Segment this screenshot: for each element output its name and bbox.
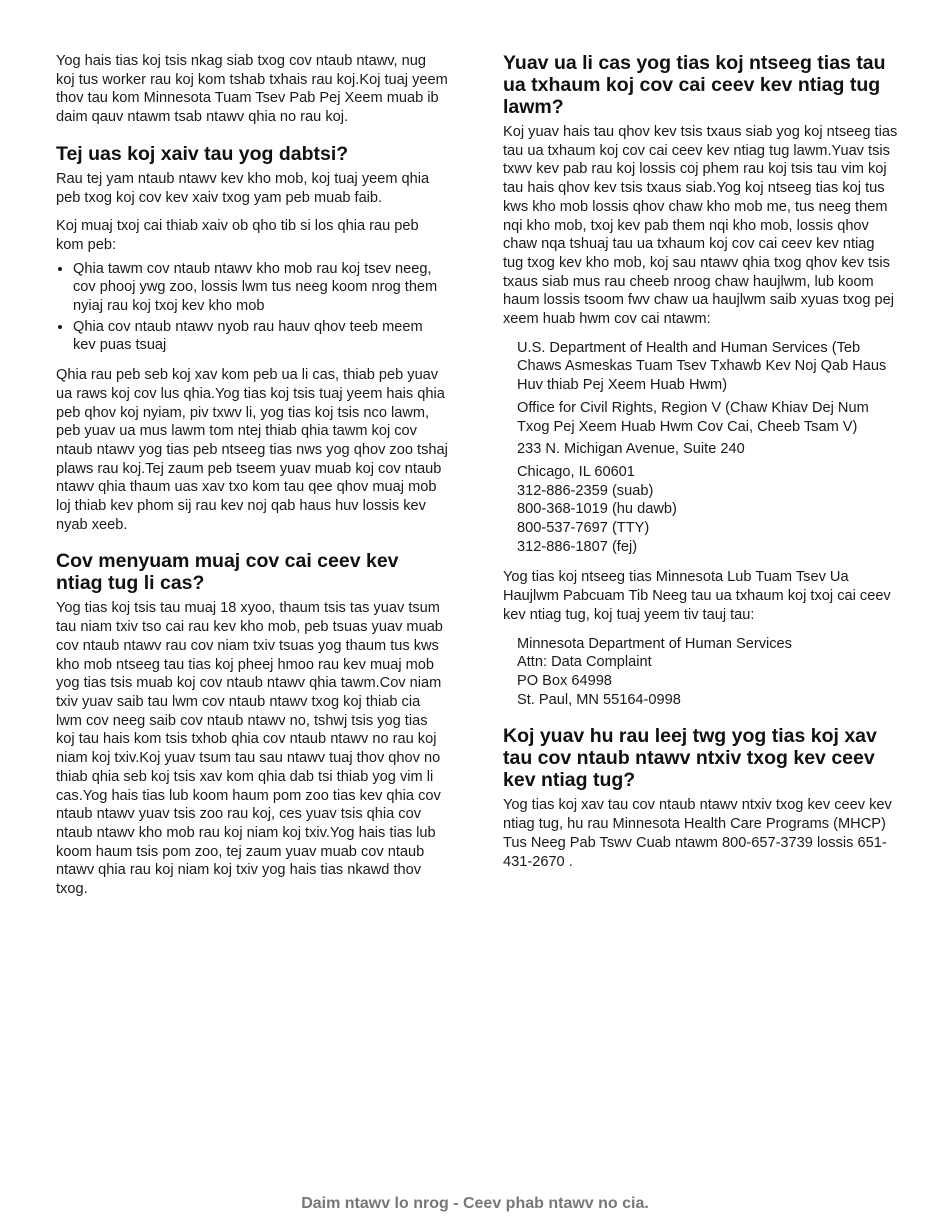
dhs-pobox: PO Box 64998 <box>517 672 612 689</box>
children-rights-heading: Cov menyuam muaj cov cai ceev kev ntiag tug li cas? <box>56 550 399 595</box>
contact-heading: Koj yuav hu rau leej twg yog tias koj xav tau cov ntaub ntawv ntxiv txog kev ceev kev ntiag tug? <box>503 725 877 792</box>
ocr-org: Office for Civil Rights, Region V (Chaw Khiav Dej Num Txog Pej Xeem Huab Hwm Cov Cai, Cheeb Tsam V) <box>517 399 869 435</box>
hhs-fax: 312-886-1807 (fej) <box>517 538 638 555</box>
hhs-address-block <box>517 339 898 557</box>
choices-heading: Tej uas koj xaiv tau yog dabtsi? <box>56 142 349 165</box>
complaint-paragraph-1: Koj yuav hais tau qhov kev tsis txaus siab yog koj ntseeg tias tau ua txhaum koj cov cai ceev kev ntiag tug lawm.Yuav tsis txwv kev pab rau koj lossis coj phem rau koj tsis tau vim koj tau hais qhov kev tsis txaus siab.Yog koj ntseeg tias koj tus kws kho mob lossis qhov chaw kho mob me, tus neeg them nqi kho mob, txoj kev pab them nqi kho mob, lossis qhov chaw nqa tshuaj tau ua txhaum koj cov cai ceev kev ntiag tug txog kev kho mob, koj sau ntawv qhia txog qhov kev tsis txaus siab mus rau cheeb nroog chaw haujlwm, lub koom haum lossis tsoom fwv chaw ua haujlwm saib xyuas txog pej xeem huab hwm cov cai ntawm: <box>503 124 898 328</box>
hhs-phone-tollfree: 800-368-1019 (hu dawb) <box>517 501 677 518</box>
choices-paragraph-1: Rau tej yam ntaub ntawv kev kho mob, koj tuaj yeem qhia peb txog koj cov kev xaiv txog yam peb muab faib. <box>56 170 430 206</box>
choices-list <box>56 260 448 356</box>
page-footer: Daim ntawv lo nrog - Ceev phab ntawv no cia. <box>301 1195 649 1212</box>
dhs-address-block <box>517 635 898 710</box>
choices-paragraph-3: Qhia rau peb seb koj xav kom peb ua li cas, thiab peb yuav ua raws koj cov lus qhia.Yog tias koj tsis tuaj yeem hais qhia peb qhov koj nyiam, piv txwv li, yog tias koj tsis nco lawm, peb yuav ua mus lawm tom ntej thiab qhia tawm koj cov ntaub ntawv yog tias peb ntseeg tias nws yog qhov zoo tshaj plaws rau koj.Tej zaum peb tseem yuav muab koj cov ntaub ntawv qhia thaum uas xav txo kom tau qee qhov muaj mob loj thiab kev phom sij rau kev noj qab haus huv lossis kev nyab xeeb. <box>56 367 448 533</box>
hhs-phone-tty: 800-537-7697 (TTY) <box>517 520 650 537</box>
intro-paragraph: Yog hais tias koj tsis nkag siab txog cov ntaub ntawv, nug koj tus worker rau koj kom tshab txhais rau koj.Koj tuaj yeem thov tau kom Minnesota Tuam Tsev Pab Pej Xeem muab ib daim qauv ntawm tsab ntawv qhia no rau koj. <box>56 53 448 126</box>
hhs-city: Chicago, IL 60601 <box>517 463 635 480</box>
dhs-org: Minnesota Department of Human Services <box>517 635 792 652</box>
children-rights-paragraph: Yog tias koj tsis tau muaj 18 xyoo, thaum tsis tas yuav tsum tau niam txiv tso cai rau kev kho mob, peb tsuas yuav muab cov ntaub ntawv rau cov niam txiv tsuas yog thaum tus kws kho mob ntseeg tau tias koj pheej hmoo rau kev muaj mob yog tias tsis muab koj cov ntaub ntawv qhia tawm.Cov niam txiv yuav saib tau lwm cov ntaub ntawv txog koj thiab cia lwm cov neeg saib cov ntaub ntawv no, tshwj tsis yog tias koj tau hais kom tsis txhob qhia cov ntaub ntawv no rau koj niam koj txiv.Koj yuav tsum tau sau ntawv tuaj thov qhov no thiab qhia seb koj tsis xav kom qhia dab tsi thiab yog vim li cas.Yog hais tias lub koom haum pom zoo tias kev qhia cov ntaub ntawv yuav tsis zoo rau koj, ces yuav tsis qhia cov ntaub ntawv kho mob rau koj niam koj txiv.Yog hais tias lub koom haum tsis pom zoo, tej zaum yuav muab cov ntaub ntawv qhia rau koj niam koj txiv yog hais tias nkawd thov txog. <box>56 600 443 898</box>
dhs-attn: Attn: Data Complaint <box>517 654 652 671</box>
hhs-street: 233 N. Michigan Avenue, Suite 240 <box>517 441 745 458</box>
contact-paragraph: Yog tias koj xav tau cov ntaub ntawv ntxiv txog kev ceev kev ntiag tug, hu rau Minnesota Health Care Programs (MHCP) Tus Neeg Pab Tswv Cuab ntawm 800-657-3739 lossis 651-431-2670 . <box>503 797 892 870</box>
choices-paragraph-2: Koj muaj txoj cai thiab xaiv ob qho tib si los qhia rau peb kom peb: <box>56 218 419 253</box>
right-column <box>503 52 898 881</box>
complaint-heading: Yuav ua li cas yog tias koj ntseeg tias tau ua txhaum koj cov cai ceev kev ntiag tug lawm? <box>503 52 886 118</box>
list-item: • Qhia tawm cov ntaub ntawv kho mob rau koj tsev neeg, cov phooj ywg zoo, lossis lwm tus neeg koom nrog them nyiaj rau koj txoj kev kho mob <box>73 260 448 316</box>
complaint-paragraph-2: Yog tias koj ntseeg tias Minnesota Lub Tuam Tsev Ua Haujlwm Pabcuam Tib Neeg tau ua txhaum koj txoj cai ceev kev ntiag tug, koj tuaj yeem tiv tauj tau: <box>503 569 891 623</box>
list-item: • Qhia cov ntaub ntawv nyob rau hauv qhov teeb meem kev puas tsuaj <box>73 318 448 355</box>
hhs-phone-voice: 312-886-2359 (suab) <box>517 482 654 499</box>
left-column <box>56 52 448 909</box>
dhs-city: St. Paul, MN 55164-0998 <box>517 691 681 708</box>
hhs-org: U.S. Department of Health and Human Services (Teb Chaws Asmeskas Tuam Tsev Txhawb Kev Noj Qab Haus Huv thiab Pej Xeem Huab Hwm) <box>517 339 887 394</box>
